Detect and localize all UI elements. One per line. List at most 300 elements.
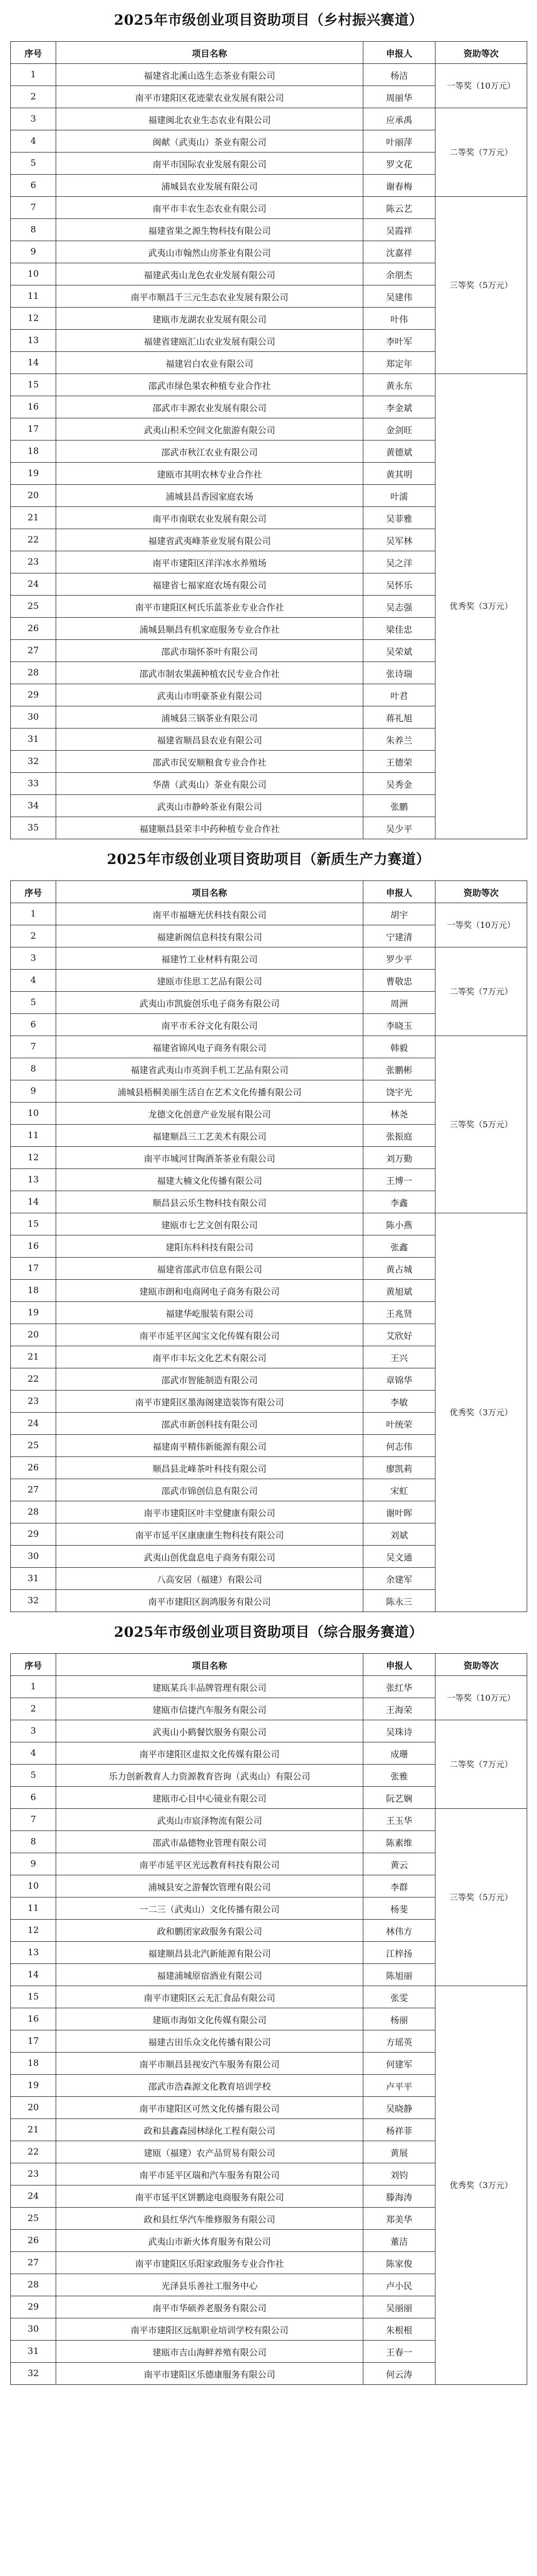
table-row <box>11 374 527 396</box>
project-name: 邵武市新创科技有限公司 <box>56 1413 363 1435</box>
project-name: 福建省邵武市信息有限公司 <box>56 1258 363 1280</box>
row-number: 9 <box>11 1853 56 1875</box>
applicant-name: 李晓玉 <box>363 1014 435 1036</box>
row-number: 26 <box>11 1457 56 1479</box>
row-number: 24 <box>11 2185 56 2208</box>
applicant-name: 王兆贤 <box>363 1302 435 1324</box>
project-name: 南平市建阳区远航职业培训学校有限公司 <box>56 2318 363 2341</box>
project-name: 华凿（武夷山）茶业有限公司 <box>56 773 363 795</box>
applicant-name: 章锦华 <box>363 1368 435 1391</box>
applicant-name: 李敏 <box>363 1391 435 1413</box>
applicant-name: 董洁 <box>363 2230 435 2252</box>
applicant-name: 方瑶英 <box>363 2030 435 2053</box>
row-number: 1 <box>11 64 56 86</box>
applicant-name: 谢叶晖 <box>363 1501 435 1523</box>
row-number: 4 <box>11 1742 56 1765</box>
row-number: 10 <box>11 1103 56 1125</box>
project-name: 福建浦城原宿酒业有限公司 <box>56 1964 363 1986</box>
project-name: 浦城县三锅茶业有限公司 <box>56 706 363 728</box>
applicant-name: 王海荣 <box>363 1698 435 1720</box>
award-level-cell: 一等奖（10万元） <box>435 903 527 947</box>
applicant-name: 吴建伟 <box>363 285 435 308</box>
row-number: 12 <box>11 1147 56 1169</box>
award-section <box>10 0 527 839</box>
applicant-name: 郑定年 <box>363 352 435 374</box>
table-row <box>11 1809 527 1831</box>
row-number: 20 <box>11 485 56 507</box>
header-project-name: 项目名称 <box>56 42 363 64</box>
section-title: 2025年市级创业项目资助项目（综合服务赛道） <box>114 1624 423 1640</box>
applicant-name: 吴之洋 <box>363 551 435 573</box>
project-name: 一二三（武夷山）文化传播有限公司 <box>56 1897 363 1920</box>
row-number: 21 <box>11 1346 56 1368</box>
project-name: 南平市建阳区柯氏乐蓝茶业专业合作社 <box>56 596 363 618</box>
applicant-name: 张鹏 <box>363 795 435 817</box>
row-number: 24 <box>11 573 56 596</box>
row-number: 16 <box>11 2008 56 2030</box>
table-row <box>11 197 527 219</box>
project-name: 武夷山市宸泽物流有限公司 <box>56 1809 363 1831</box>
applicant-name: 陈旭丽 <box>363 1964 435 1986</box>
table-row <box>11 1676 527 1698</box>
table-row <box>11 1213 527 1235</box>
award-level-cell: 优秀奖（3万元） <box>435 374 527 839</box>
applicant-name: 叶君 <box>363 684 435 706</box>
row-number: 3 <box>11 947 56 970</box>
section-title: 2025年市级创业项目资助项目（新质生产力赛道） <box>107 852 430 868</box>
header-number: 序号 <box>11 42 56 64</box>
project-name: 顺昌县北峰茶叶科技有限公司 <box>56 1457 363 1479</box>
applicant-name: 张雯 <box>363 1986 435 2008</box>
row-number: 16 <box>11 396 56 418</box>
row-number: 1 <box>11 1676 56 1698</box>
project-name: 顺昌县云乐生物科技有限公司 <box>56 1191 363 1213</box>
project-name: 南平市建阳区叶丰堂健康有限公司 <box>56 1501 363 1523</box>
row-number: 17 <box>11 418 56 440</box>
applicant-name: 李金斌 <box>363 396 435 418</box>
project-name: 邵武市浩森源文化教育培训学校 <box>56 2075 363 2097</box>
project-name: 武夷山市新火体育服务有限公司 <box>56 2230 363 2252</box>
project-name: 邵武市丰源农业发展有限公司 <box>56 396 363 418</box>
header-row <box>11 1654 527 1676</box>
project-name: 武夷山创优盘息电子商务有限公司 <box>56 1546 363 1568</box>
row-number: 21 <box>11 2119 56 2141</box>
applicant-name: 刘万勤 <box>363 1147 435 1169</box>
applicant-name: 朱根根 <box>363 2318 435 2341</box>
project-name: 建瓯某兵丰品牌管理有限公司 <box>56 1676 363 1698</box>
project-name: 福建武夷山龙色农业发展有限公司 <box>56 263 363 285</box>
row-number: 14 <box>11 1964 56 1986</box>
project-name: 南平市建阳区虚拟文化传媒有限公司 <box>56 1742 363 1765</box>
row-number: 32 <box>11 2363 56 2385</box>
row-number: 4 <box>11 130 56 152</box>
applicant-name: 胡宇 <box>363 903 435 925</box>
project-name: 邵武市民安顺粮食专业合作社 <box>56 751 363 773</box>
project-name: 邵武市秋江农业有限公司 <box>56 440 363 463</box>
applicant-name: 宋虹 <box>363 1479 435 1501</box>
applicant-name: 叶伟 <box>363 308 435 330</box>
applicant-name: 张诗瑞 <box>363 662 435 684</box>
project-name: 浦城县顺昌有机家庭服务专业合作社 <box>56 618 363 640</box>
applicant-name: 黄其明 <box>363 463 435 485</box>
row-number: 30 <box>11 1546 56 1568</box>
project-name: 邵武市制农果蔬种植农民专业合作社 <box>56 662 363 684</box>
award-level-cell: 优秀奖（3万元） <box>435 1986 527 2385</box>
applicant-name: 吴文通 <box>363 1546 435 1568</box>
applicant-name: 叶濡 <box>363 485 435 507</box>
row-number: 7 <box>11 1036 56 1058</box>
project-name: 南平市南联农业发展有限公司 <box>56 507 363 529</box>
applicant-name: 吴荣斌 <box>363 640 435 662</box>
row-number: 8 <box>11 1058 56 1080</box>
row-number: 29 <box>11 2296 56 2318</box>
project-name: 武夷山市凯旋创乐电子商务有限公司 <box>56 992 363 1014</box>
header-row <box>11 881 527 903</box>
project-name: 南平市建阳区墨海阁建造装饰有限公司 <box>56 1391 363 1413</box>
applicant-name: 朱养兰 <box>363 728 435 751</box>
project-name: 南平市华硕养老服务有限公司 <box>56 2296 363 2318</box>
project-name: 南平市福塘光伏科技有限公司 <box>56 903 363 925</box>
row-number: 34 <box>11 795 56 817</box>
applicant-name: 王兴 <box>363 1346 435 1368</box>
row-number: 13 <box>11 330 56 352</box>
applicant-name: 滕海涛 <box>363 2185 435 2208</box>
row-number: 10 <box>11 1875 56 1897</box>
project-name: 福建省锦风电子商务有限公司 <box>56 1036 363 1058</box>
project-name: 建瓯（福建）农产品贸易有限公司 <box>56 2141 363 2163</box>
table-row <box>11 64 527 86</box>
row-number: 22 <box>11 2141 56 2163</box>
applicant-name: 李鑫 <box>363 1191 435 1213</box>
header-applicant: 申报人 <box>363 42 435 64</box>
applicant-name: 叶丽萍 <box>363 130 435 152</box>
row-number: 23 <box>11 1391 56 1413</box>
applicant-name: 曹敬忠 <box>363 970 435 992</box>
row-number: 11 <box>11 1897 56 1920</box>
applicant-name: 吴菲雅 <box>363 507 435 529</box>
row-number: 27 <box>11 640 56 662</box>
header-applicant: 申报人 <box>363 1654 435 1676</box>
row-number: 18 <box>11 2053 56 2075</box>
row-number: 11 <box>11 285 56 308</box>
row-number: 19 <box>11 2075 56 2097</box>
applicant-name: 何志伟 <box>363 1435 435 1457</box>
project-name: 建瓯市海如文化传媒有限公司 <box>56 2008 363 2030</box>
row-number: 7 <box>11 197 56 219</box>
project-name: 南平市顺昌县视安汽车服务有限公司 <box>56 2053 363 2075</box>
row-number: 5 <box>11 152 56 175</box>
applicant-name: 林尧 <box>363 1103 435 1125</box>
award-level-cell: 三等奖（5万元） <box>435 1809 527 1986</box>
table-row <box>11 1036 527 1058</box>
award-level-cell: 二等奖（7万元） <box>435 1720 527 1809</box>
project-name: 南平市延平区光远教育科技有限公司 <box>56 1853 363 1875</box>
award-level-cell: 二等奖（7万元） <box>435 108 527 197</box>
project-name: 南平市建阳区润鸿服务有限公司 <box>56 1590 363 1612</box>
row-number: 14 <box>11 352 56 374</box>
applicant-name: 江梓扬 <box>363 1942 435 1964</box>
project-name: 福建顺昌县荣丰中药种植专业合作社 <box>56 817 363 839</box>
project-name: 邵武市绿色果农种植专业合作社 <box>56 374 363 396</box>
applicant-name: 杨洁 <box>363 64 435 86</box>
project-name: 福建顺昌县北汽新能源有限公司 <box>56 1942 363 1964</box>
applicant-name: 黄旭斌 <box>363 1280 435 1302</box>
project-name: 建阳东科科技有限公司 <box>56 1235 363 1258</box>
project-name: 邵武市锦创信息有限公司 <box>56 1479 363 1501</box>
row-number: 28 <box>11 1501 56 1523</box>
project-name: 南平市建阳区乐阳家政服务专业合作社 <box>56 2252 363 2274</box>
project-name: 福建古田乐众文化传播有限公司 <box>56 2030 363 2053</box>
row-number: 26 <box>11 618 56 640</box>
row-number: 18 <box>11 440 56 463</box>
table-row <box>11 947 527 970</box>
award-level-cell: 一等奖（10万元） <box>435 64 527 108</box>
row-number: 23 <box>11 551 56 573</box>
project-name: 乐力创新教育人力资源教育咨询（武夷山）有限公司 <box>56 1765 363 1787</box>
applicant-name: 黄占城 <box>363 1258 435 1280</box>
row-number: 25 <box>11 2208 56 2230</box>
applicant-name: 张红华 <box>363 1676 435 1698</box>
row-number: 7 <box>11 1809 56 1831</box>
header-award-level: 资助等次 <box>435 42 527 64</box>
applicant-name: 张鑫 <box>363 1235 435 1258</box>
row-number: 8 <box>11 1831 56 1853</box>
project-name: 福建华屹服装有限公司 <box>56 1302 363 1324</box>
project-name: 武夷山市静岭茶业有限公司 <box>56 795 363 817</box>
row-number: 2 <box>11 1698 56 1720</box>
applicant-name: 吴志强 <box>363 596 435 618</box>
row-number: 2 <box>11 925 56 947</box>
project-name: 建瓯市心目中心镜业有限公司 <box>56 1787 363 1809</box>
applicant-name: 成珊 <box>363 1742 435 1765</box>
applicant-name: 郑美华 <box>363 2208 435 2230</box>
row-number: 12 <box>11 308 56 330</box>
project-name: 南平市延平区闻宝文化传媒有限公司 <box>56 1324 363 1346</box>
row-number: 9 <box>11 1080 56 1103</box>
applicant-name: 李群 <box>363 1875 435 1897</box>
applicant-name: 黄云 <box>363 1853 435 1875</box>
applicant-name: 何云涛 <box>363 2363 435 2385</box>
header-project-name: 项目名称 <box>56 881 363 903</box>
row-number: 17 <box>11 2030 56 2053</box>
applicant-name: 黄永东 <box>363 374 435 396</box>
project-name: 南平市顺昌千三元生态农业发展有限公司 <box>56 285 363 308</box>
project-name: 邵武市瑞怀茶叶有限公司 <box>56 640 363 662</box>
applicant-name: 卢平平 <box>363 2075 435 2097</box>
row-number: 29 <box>11 684 56 706</box>
award-section <box>10 839 527 1612</box>
project-name: 武夷山市翰然山房茶业有限公司 <box>56 241 363 263</box>
project-name: 浦城县农业发展有限公司 <box>56 175 363 197</box>
applicant-name: 罗文花 <box>363 152 435 175</box>
applicant-name: 饶宇光 <box>363 1080 435 1103</box>
project-name: 福建省武夷山市英润手机工艺品有限公司 <box>56 1058 363 1080</box>
project-name: 南平市延平区饼鹏途电商服务有限公司 <box>56 2185 363 2208</box>
header-project-name: 项目名称 <box>56 1654 363 1676</box>
row-number: 21 <box>11 507 56 529</box>
row-number: 25 <box>11 596 56 618</box>
project-name: 福建顺昌三工艺美术有限公司 <box>56 1125 363 1147</box>
applicant-name: 吴秀金 <box>363 773 435 795</box>
header-award-level: 资助等次 <box>435 1654 527 1676</box>
applicant-name: 吴军林 <box>363 529 435 551</box>
row-number: 28 <box>11 2274 56 2296</box>
applicant-name: 韩毅 <box>363 1036 435 1058</box>
project-name: 武夷山市明豪茶业有限公司 <box>56 684 363 706</box>
row-number: 22 <box>11 529 56 551</box>
applicant-name: 刘斌 <box>363 1523 435 1546</box>
project-name: 福建新阁信息科技有限公司 <box>56 925 363 947</box>
applicant-name: 吴怀乐 <box>363 573 435 596</box>
table-row <box>11 108 527 130</box>
row-number: 24 <box>11 1413 56 1435</box>
applicant-name: 王德荣 <box>363 751 435 773</box>
award-table <box>10 880 527 1612</box>
project-name: 政和县红华汽车维修服务有限公司 <box>56 2208 363 2230</box>
applicant-name: 吴少平 <box>363 817 435 839</box>
applicant-name: 余建军 <box>363 1568 435 1590</box>
project-name: 福建省果之源生物科技有限公司 <box>56 219 363 241</box>
project-name: 邵武市智能制造有限公司 <box>56 1368 363 1391</box>
applicant-name: 宁建清 <box>363 925 435 947</box>
row-number: 28 <box>11 662 56 684</box>
row-number: 5 <box>11 1765 56 1787</box>
row-number: 6 <box>11 1014 56 1036</box>
project-name: 浦城县安之游餐饮管理有限公司 <box>56 1875 363 1897</box>
applicant-name: 王春一 <box>363 2341 435 2363</box>
table-row <box>11 1720 527 1742</box>
row-number: 32 <box>11 1590 56 1612</box>
project-name: 福建省武夷峰茶业发展有限公司 <box>56 529 363 551</box>
project-name: 建瓯市信捷汽车服务有限公司 <box>56 1698 363 1720</box>
applicant-name: 应承禹 <box>363 108 435 130</box>
project-name: 闽献（武夷山）茶业有限公司 <box>56 130 363 152</box>
row-number: 27 <box>11 2252 56 2274</box>
row-number: 23 <box>11 2163 56 2185</box>
row-number: 31 <box>11 728 56 751</box>
table-row <box>11 903 527 925</box>
applicant-name: 阮艺娴 <box>363 1787 435 1809</box>
project-name: 南平市延平区瑞和汽车服务有限公司 <box>56 2163 363 2185</box>
award-table <box>10 41 527 839</box>
project-name: 光泽县乐善社工服务中心 <box>56 2274 363 2296</box>
project-name: 福建大楠文化传播有限公司 <box>56 1169 363 1191</box>
row-number: 31 <box>11 1568 56 1590</box>
project-name: 福建省建瓯汇山农业发展有限公司 <box>56 330 363 352</box>
applicant-name: 张振庭 <box>363 1125 435 1147</box>
project-name: 南平市国际农业发展有限公司 <box>56 152 363 175</box>
project-name: 福建竹工业材料有限公司 <box>56 947 363 970</box>
row-number: 15 <box>11 374 56 396</box>
project-name: 南平市建阳区乐德康服务有限公司 <box>56 2363 363 2385</box>
project-name: 武夷山积禾空间文化旅游有限公司 <box>56 418 363 440</box>
row-number: 30 <box>11 2318 56 2341</box>
applicant-name: 黄德斌 <box>363 440 435 463</box>
row-number: 12 <box>11 1920 56 1942</box>
project-name: 南平市建阳区花迹蒙农业发展有限公司 <box>56 86 363 108</box>
row-number: 29 <box>11 1523 56 1546</box>
row-number: 13 <box>11 1942 56 1964</box>
row-number: 22 <box>11 1368 56 1391</box>
project-name: 福建南平精伟新能源有限公司 <box>56 1435 363 1457</box>
project-name: 政和鹏团家政服务有限公司 <box>56 1920 363 1942</box>
award-section <box>10 1612 527 2385</box>
project-name: 南平市延平区康康康生物科技有限公司 <box>56 1523 363 1546</box>
applicant-name: 吴丽丽 <box>363 2296 435 2318</box>
row-number: 25 <box>11 1435 56 1457</box>
project-name: 建瓯市七艺文创有限公司 <box>56 1213 363 1235</box>
row-number: 11 <box>11 1125 56 1147</box>
row-number: 3 <box>11 108 56 130</box>
project-name: 福建岩白农业有限公司 <box>56 352 363 374</box>
header-number: 序号 <box>11 881 56 903</box>
award-level-cell: 三等奖（5万元） <box>435 1036 527 1213</box>
applicant-name: 杨斐 <box>363 1897 435 1920</box>
project-name: 浦城县昌香园家庭农场 <box>56 485 363 507</box>
applicant-name: 吴晓静 <box>363 2097 435 2119</box>
row-number: 19 <box>11 1302 56 1324</box>
applicant-name: 何建军 <box>363 2053 435 2075</box>
row-number: 2 <box>11 86 56 108</box>
applicant-name: 王玉华 <box>363 1809 435 1831</box>
applicant-name: 黄展 <box>363 2141 435 2163</box>
row-number: 4 <box>11 970 56 992</box>
applicant-name: 余朋杰 <box>363 263 435 285</box>
project-name: 南平市建阳区可然文化传播有限公司 <box>56 2097 363 2119</box>
applicant-name: 沈嘉祥 <box>363 241 435 263</box>
applicant-name: 张雅 <box>363 1765 435 1787</box>
project-name: 政和县鑫森园林绿化工程有限公司 <box>56 2119 363 2141</box>
row-number: 8 <box>11 219 56 241</box>
applicant-name: 陈永三 <box>363 1590 435 1612</box>
applicant-name: 梁佳忠 <box>363 618 435 640</box>
project-name: 福建省顺昌县农业有限公司 <box>56 728 363 751</box>
project-name: 南平市禾谷文化有限公司 <box>56 1014 363 1036</box>
project-name: 浦城县梧桐美丽生活自在艺术文化传播有限公司 <box>56 1080 363 1103</box>
row-number: 6 <box>11 175 56 197</box>
project-name: 建瓯市朗和电商网电子商务有限公司 <box>56 1280 363 1302</box>
project-name: 南平市丰农生态农业有限公司 <box>56 197 363 219</box>
applicant-name: 吴霞祥 <box>363 219 435 241</box>
header-award-level: 资助等次 <box>435 881 527 903</box>
project-name: 八高安居（福建）有限公司 <box>56 1568 363 1590</box>
applicant-name: 王博一 <box>363 1169 435 1191</box>
row-number: 3 <box>11 1720 56 1742</box>
award-table <box>10 1653 527 2385</box>
award-level-cell: 一等奖（10万元） <box>435 1676 527 1720</box>
header-number: 序号 <box>11 1654 56 1676</box>
project-name: 福建省北溪山选生态茶业有限公司 <box>56 64 363 86</box>
row-number: 31 <box>11 2341 56 2363</box>
award-level-cell: 二等奖（7万元） <box>435 947 527 1036</box>
applicant-name: 蒋礼旭 <box>363 706 435 728</box>
project-name: 南平市建阳区洋洋冰水养殖场 <box>56 551 363 573</box>
row-number: 1 <box>11 903 56 925</box>
applicant-name: 刘钧 <box>363 2163 435 2185</box>
header-row <box>11 42 527 64</box>
applicant-name: 周丽华 <box>363 86 435 108</box>
table-row <box>11 1986 527 2008</box>
project-name: 福建闽北农业生态农业有限公司 <box>56 108 363 130</box>
project-name: 南平市丰坛文化艺术有限公司 <box>56 1346 363 1368</box>
applicant-name: 金剑旺 <box>363 418 435 440</box>
row-number: 6 <box>11 1787 56 1809</box>
project-name: 建瓯市吉山海鲜养殖有限公司 <box>56 2341 363 2363</box>
applicant-name: 李叶军 <box>363 330 435 352</box>
applicant-name: 林伟方 <box>363 1920 435 1942</box>
award-level-cell: 优秀奖（3万元） <box>435 1213 527 1612</box>
applicant-name: 罗少平 <box>363 947 435 970</box>
